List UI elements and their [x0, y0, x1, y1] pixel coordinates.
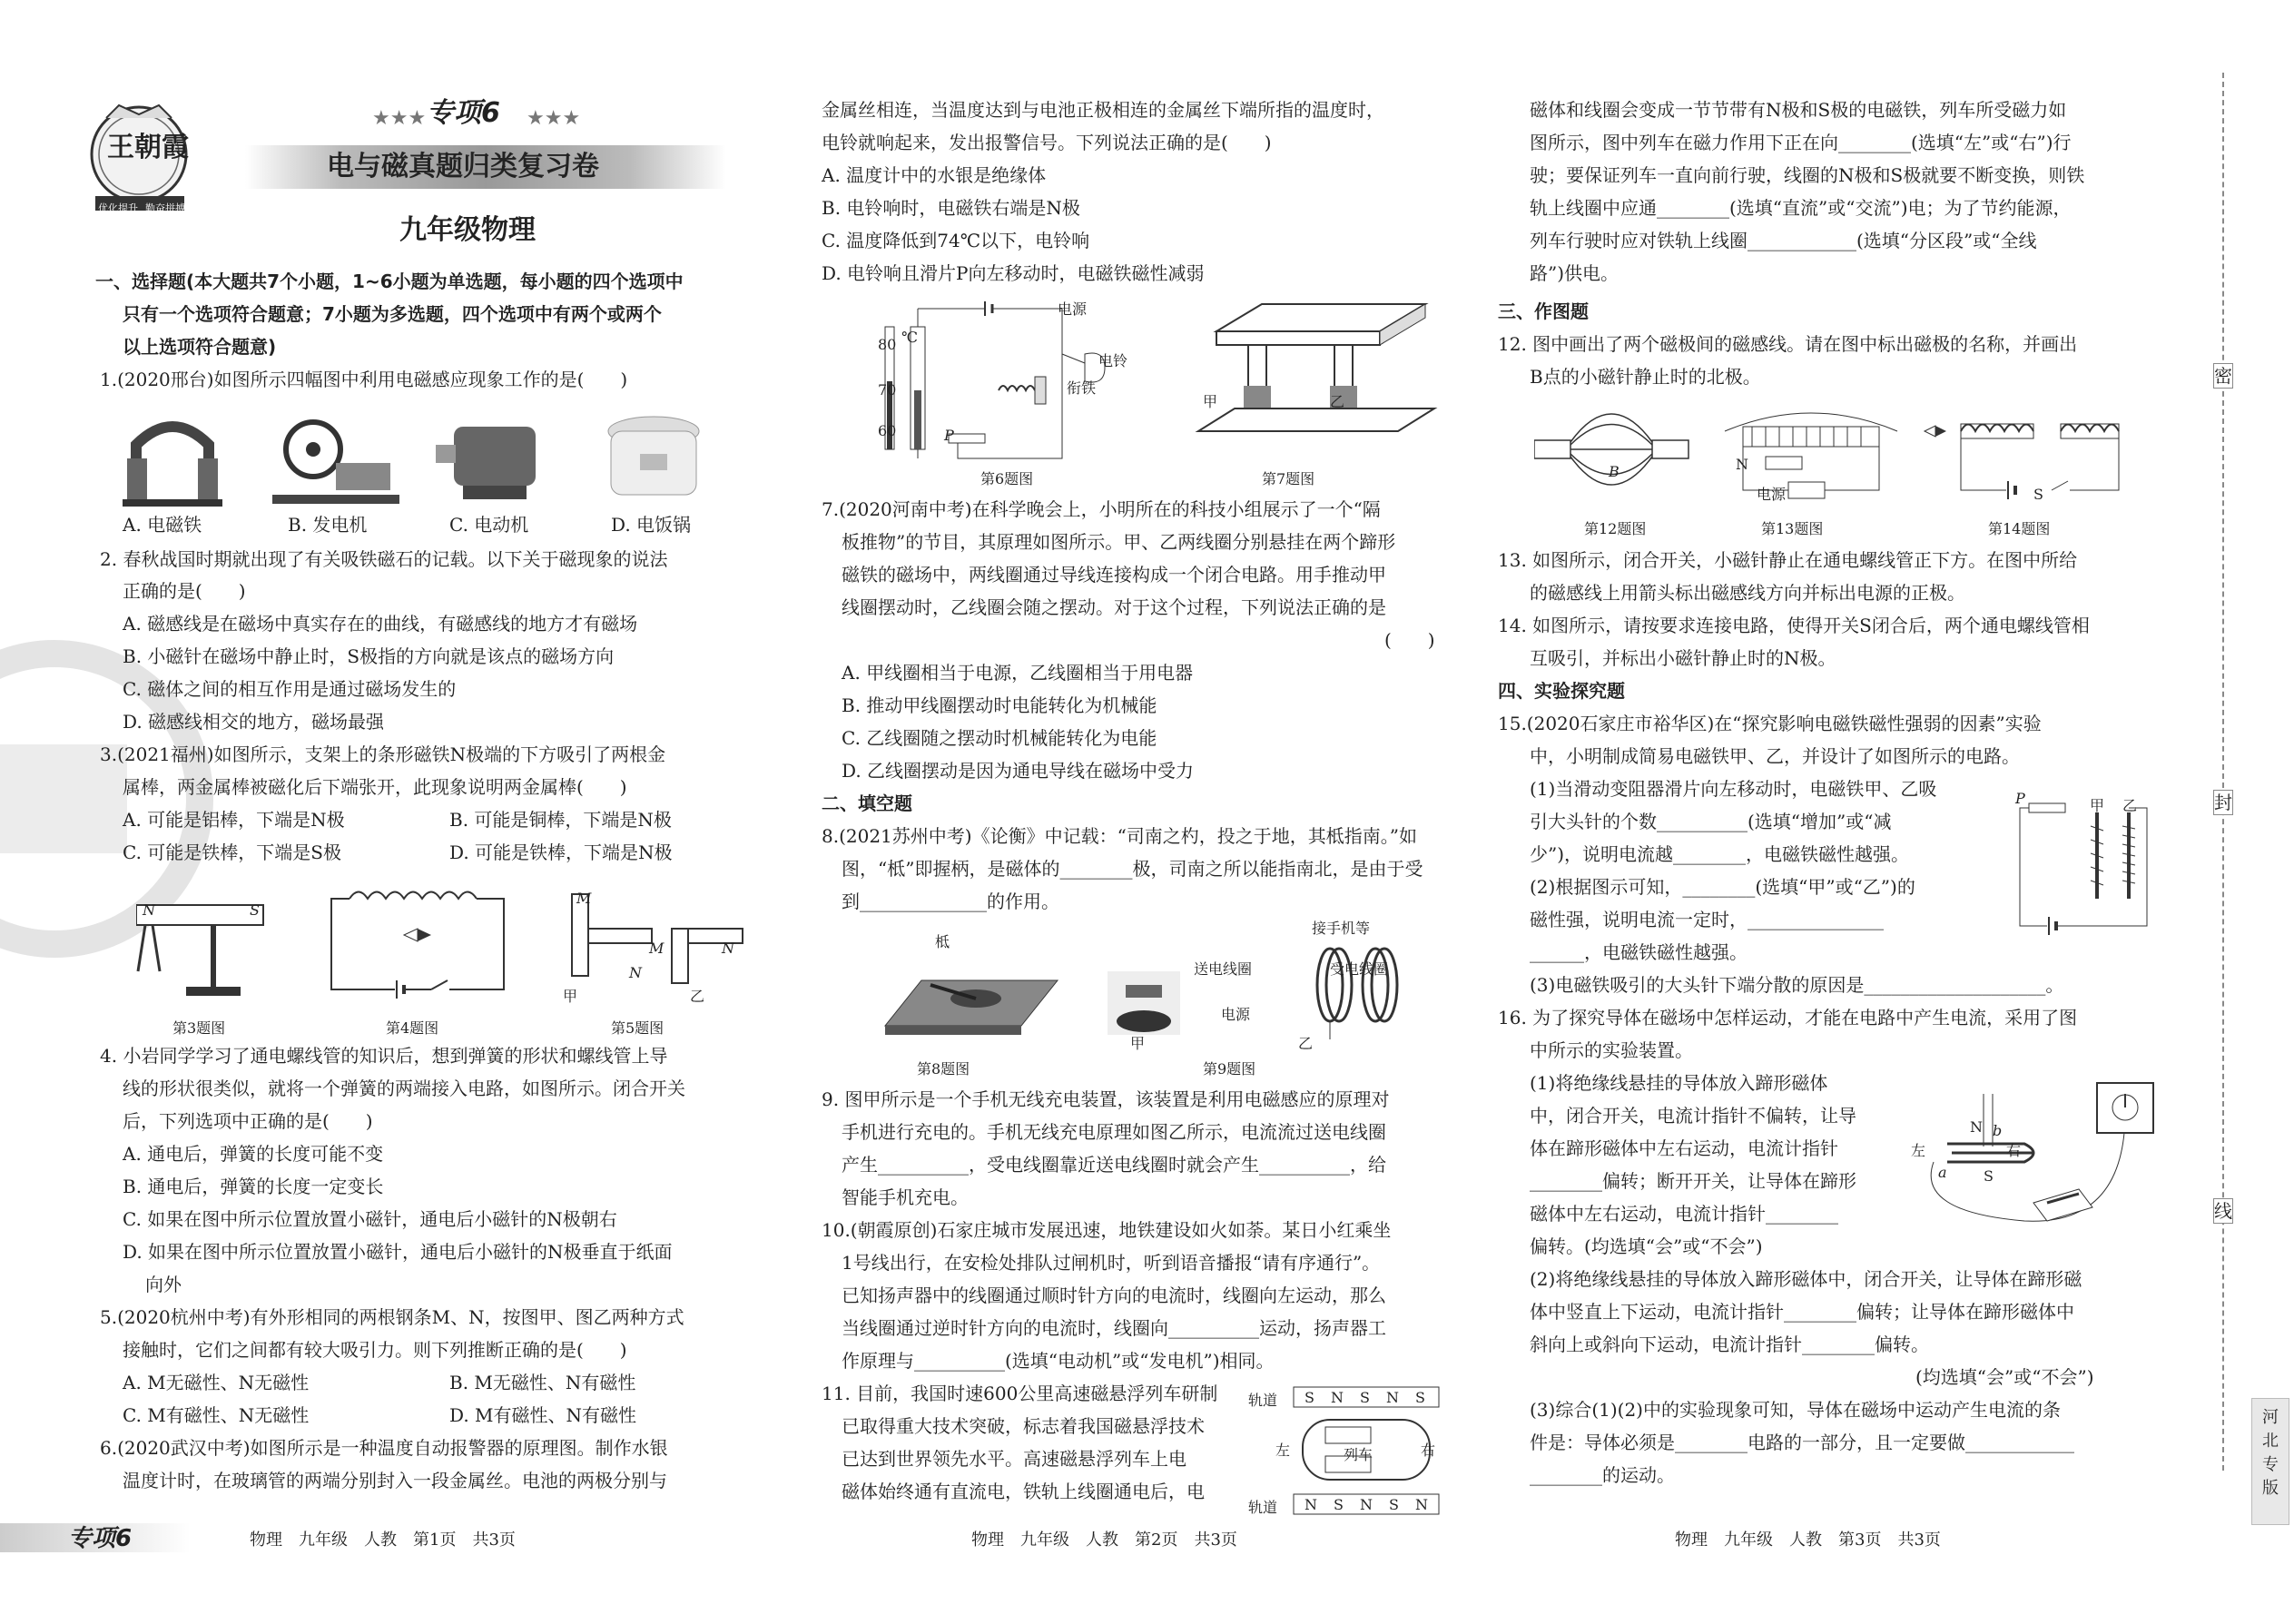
section1-heading-1: 一、选择题(本大题共7个小题，1~6小题为单选题，每小题的四个选项中: [95, 271, 684, 292]
column-2: [822, 0, 1475, 1624]
q7-option-a: A. 甲线圈相当于电源，乙线圈相当于用电器: [842, 662, 1194, 684]
fig11-left: 左: [1275, 1442, 1291, 1459]
q15-sub-5: 磁性强，说明电流一定时，_______________: [1530, 909, 1884, 930]
fig15-label-jia: 甲: [2090, 797, 2105, 814]
fig-67: [867, 300, 1448, 463]
fig11-right: 右: [1421, 1442, 1436, 1459]
fig4-caption: 第4题图: [386, 1019, 439, 1037]
q2-option-d: D. 磁感线相交的地方，磁场最强: [123, 711, 385, 733]
fig3-label-n: N: [143, 901, 155, 919]
q9-line-4: 智能手机充电。: [842, 1186, 969, 1208]
fig16-label-a: a: [1938, 1164, 1947, 1181]
q9-line-1: 9. 图甲所示是一个手机无线充电装置，该装置是利用电磁感应的原理对: [822, 1088, 1390, 1110]
seal-char-2: 封: [2214, 792, 2232, 813]
fig5-label-yi: 乙: [690, 988, 705, 1005]
fig3-label-s: S: [250, 901, 260, 919]
q2-stem-2: 正确的是( ): [123, 580, 246, 602]
q2-option-c: C. 磁体之间的相互作用是通过磁场发生的: [123, 678, 457, 700]
q16-sub-3: 体在蹄形磁体中左右运动，电流计指针: [1530, 1137, 1838, 1159]
q16-sub3-3: ________的运动。: [1530, 1464, 1675, 1486]
stars-right: ★★★: [527, 107, 581, 130]
q5-option-c: C. M有磁性、N无磁性: [123, 1404, 310, 1426]
brand-badge-right: 勤奋拼搏: [145, 202, 185, 214]
fig13-label-power: 电源: [1757, 486, 1787, 503]
q15-line-2: 中，小明制成简易电磁铁甲、乙，并设计了如图所示的电路。: [1530, 745, 2020, 767]
q6-stem-4: 电铃就响起来，发出报警信号。下列说法正确的是( ): [822, 132, 1272, 153]
q16-sub-4: ________偏转；断开开关，让导体在蹄形: [1530, 1170, 1856, 1192]
section1-heading-3: 以上选项符合题意): [123, 336, 277, 358]
q15-sub-3: 少”)，说明电流越________，电磁铁磁性越强。: [1530, 843, 1910, 865]
fig4-spring-circuit: [331, 892, 504, 999]
column-3: [1498, 0, 2161, 1624]
q1-option-b: B. 发电机: [288, 514, 368, 536]
q10-line-1: 10.(朝霞原创)石家庄城市发展迅速，地铁建设如火如荼。某日小红乘坐: [822, 1219, 1392, 1241]
q6-option-c: C. 温度降低到74℃以下，电铃响: [822, 230, 1090, 251]
fig15-label-p: P: [2015, 790, 2025, 807]
q6-option-d: D. 电铃响且滑片P向左移动时，电磁铁磁性减弱: [822, 262, 1205, 284]
fig11-track-top: 轨道: [1248, 1392, 1278, 1409]
q2-stem-1: 2. 春秋战国时期就出现了有关吸铁磁石的记载。以下关于磁现象的说法: [100, 548, 668, 570]
stars-left: ★★★: [372, 107, 427, 130]
fig6-unit: ℃: [901, 329, 918, 346]
q1-option-c: C. 电动机: [449, 514, 529, 536]
q15-sub-7: (3)电磁铁吸引的大头针下端分散的原因是____________________。: [1530, 974, 2064, 996]
q15-line-1: 15.(2020石家庄市裕华区)在“探究影响电磁铁磁性强弱的因素”实验: [1498, 713, 2042, 734]
q15-sub-1: (1)当滑动变阻器滑片向左移动时，电磁铁甲、乙吸: [1530, 778, 1937, 800]
fig14-label-s: S: [2033, 486, 2043, 503]
q9-line-2: 手机进行充电的。手机无线充电原理如图乙所示，电流流过送电线圈: [842, 1121, 1386, 1143]
fig5-label-m2: M: [649, 940, 665, 957]
q16-sub-8: 体中竖直上下运动，电流计指针________偏转；让导体在蹄形磁体中: [1530, 1301, 2074, 1323]
fig3-magnet-stand: [136, 905, 263, 996]
q7-option-d: D. 乙线圈摆动是因为通电导线在磁场中受力: [842, 760, 1195, 782]
q7-stem-3: 磁铁的磁场中，两线圈通过导线连接构成一个闭合电路。用手推动甲: [842, 564, 1386, 586]
q7-bracket: ( ): [1384, 629, 1435, 651]
fig5-label-n: N: [629, 964, 642, 981]
q2-option-a: A. 磁感线是在磁场中真实存在的曲线，有磁感线的地方才有磁场: [123, 613, 638, 635]
fig7-label-yi: 乙: [1330, 393, 1345, 410]
q5-option-d: D. M有磁性、N有磁性: [449, 1404, 637, 1426]
fig13-solenoid: [1725, 413, 1897, 498]
series-tag: 专项6: [427, 97, 500, 129]
edition-char-3: 专: [2262, 1455, 2279, 1474]
q10-line-2: 1号线出行，在安检处排队过闸机时，听到语音播报“请有序通行”。: [842, 1252, 1381, 1274]
q3-stem-1: 3.(2021福州)如图所示，支架上的条形磁铁N极端的下方吸引了两根金: [100, 743, 666, 765]
seal-char-1: 密: [2214, 365, 2232, 387]
q14-line-1: 14. 如图所示，请按要求连接电路，使得开关S闭合后，两个通电螺线管相: [1498, 615, 2090, 636]
q7-stem-1: 7.(2020河南中考)在科学晚会上，小明所在的科技小组展示了一个“隔: [822, 498, 1381, 520]
fig11-bottom-poles: NSNSN: [1305, 1496, 1444, 1513]
fig5-label-m: M: [576, 890, 592, 907]
fig6-iron-label: 衔铁: [1067, 379, 1097, 397]
fig7-caption: 第7题图: [1262, 470, 1315, 487]
fig12-label-b: B: [1609, 463, 1620, 480]
q3-option-c: C. 可能是铁棒，下端是S极: [123, 842, 342, 863]
q5-option-a: A. M无磁性、N无磁性: [123, 1372, 310, 1393]
q11b-line-6: 路”)供电。: [1530, 262, 1620, 284]
generator-figure: [272, 422, 399, 504]
column-1: [86, 0, 753, 1624]
edition-tab: [2251, 1398, 2289, 1525]
q16-sub-7: (2)将绝缘线悬挂的导体放入蹄形磁体中，闭合开关，让导体在蹄形磁: [1530, 1268, 2082, 1290]
q11-line-2: 已取得重大技术突破，标志着我国磁悬浮技术: [842, 1415, 1205, 1437]
q10-line-5: 作原理与__________(选填“电动机”或“发电机”)相同。: [842, 1350, 1275, 1372]
q11-line-4: 磁体始终通有直流电，铁轨上线圈通电后，电: [842, 1481, 1205, 1502]
q7-stem-2: 板推物”的节目，其原理如图所示。甲、乙两线圈分别悬挂在两个蹄形: [842, 531, 1396, 553]
fig14-caption: 第14题图: [1988, 520, 2051, 537]
fig9-label-jia: 甲: [1130, 1035, 1146, 1052]
fig12-caption: 第12题图: [1584, 520, 1647, 537]
q1-option-d: D. 电饭锅: [611, 514, 692, 536]
fig8-label-di: 柢: [935, 933, 950, 950]
q16-note: (均选填“会”或“不会”): [1915, 1366, 2094, 1388]
q4-option-a: A. 通电后，弹簧的长度可能不变: [123, 1143, 384, 1165]
fig6-tick-70: 70: [878, 381, 897, 399]
q3-option-d: D. 可能是铁棒，下端是N极: [449, 842, 673, 863]
q16-sub-1: (1)将绝缘线悬挂的导体放入蹄形磁体: [1530, 1072, 1828, 1094]
q4-option-d-cont: 向外: [145, 1274, 182, 1295]
q16-sub3-2: 件是：导体必须是________电路的一部分，且一定要做____________: [1530, 1432, 2074, 1453]
q11-line-3: 已达到世界领先水平。高速磁悬浮列车上电: [842, 1448, 1186, 1470]
motor-figure: [436, 427, 536, 499]
q4-stem-1: 4. 小岩同学学习了通电螺线管的知识后，想到弹簧的形状和螺线管上导: [100, 1045, 668, 1067]
section4-heading: 四、实验探究题: [1498, 680, 1625, 702]
fig7-label-jia: 甲: [1203, 393, 1218, 410]
fig-89: [876, 926, 1448, 1053]
fig11-train: 列车: [1344, 1446, 1373, 1463]
q7-stem-4: 线圈摆动时，乙线圈会随之摆动。对于这个过程，下列说法正确的是: [842, 596, 1386, 618]
fig16-label-n: N: [1970, 1118, 1983, 1136]
q9-line-3: 产生__________，受电线圈靠近送电线圈时就会产生__________，给: [842, 1154, 1386, 1176]
fig5-label-jia: 甲: [563, 988, 578, 1005]
q13-line-1: 13. 如图所示，闭合开关，小磁针静止在通电螺线管正下方。在图中所给: [1498, 549, 2078, 571]
q11b-line-4: 轨上线圈中应通________(选填“直流”或“交流”)电；为了节约能源，: [1530, 197, 2072, 219]
q2-option-b: B. 小磁针在磁场中静止时，S极指的方向就是该点的磁场方向: [123, 645, 615, 667]
rice-cooker-figure: [608, 417, 699, 495]
fig9-label-phone: 接手机等: [1312, 920, 1371, 937]
fig9-label-send: 送电线圈: [1194, 960, 1253, 978]
fig3-caption: 第3题图: [172, 1019, 226, 1037]
fig-121314: [1534, 404, 2151, 513]
q6-stem-1: 6.(2020武汉中考)如图所示是一种温度自动报警器的原理图。制作水银: [100, 1437, 668, 1459]
fig14-two-solenoids: [1925, 424, 2119, 499]
q16-sub-9: 斜向上或斜向下运动，电流计指针________偏转。: [1530, 1334, 1929, 1355]
q3-option-b: B. 可能是铜棒，下端是N极: [449, 809, 672, 831]
fig16-label-b: b: [1993, 1122, 2003, 1139]
q8-line-1: 8.(2021苏州中考)《论衡》中记载：“司南之杓，投之于地，其柢指南。”如: [822, 825, 1418, 847]
q12-line-2: B点的小磁针静止时的北极。: [1530, 366, 1761, 388]
q10-line-3: 已知扬声器中的线圈通过顺时针方向的电流时，线圈向左运动，那么: [842, 1284, 1386, 1306]
fig11-top-poles: SNSNS: [1305, 1389, 1442, 1406]
fig9-label-recv: 受电线圈: [1330, 960, 1389, 978]
q6-option-a: A. 温度计中的水银是绝缘体: [822, 164, 1047, 186]
fig9-charger-jia: [1108, 971, 1180, 1035]
q1-figures: [123, 408, 713, 513]
seal-char-3: 线: [2214, 1200, 2232, 1222]
fig16-induction-apparatus: [1897, 1076, 2161, 1235]
fig6-power-label: 电源: [1058, 300, 1088, 318]
q3-option-a: A. 可能是铝棒，下端是N极: [123, 809, 345, 831]
footer-tag: 专项6: [68, 1525, 133, 1552]
fig16-label-right: 右: [2006, 1142, 2022, 1159]
fig6-slider-p: P: [944, 427, 954, 444]
q15-sub-4: (2)根据图示可知，________(选填“甲”或“乙”)的: [1530, 876, 1915, 898]
fig16-label-s: S: [1984, 1167, 1994, 1185]
fig13-caption: 第13题图: [1761, 520, 1824, 537]
fig9-label-yi: 乙: [1298, 1035, 1314, 1052]
edition-char-1: 河: [2262, 1408, 2279, 1427]
q16-sub-2: 中，闭合开关，电流计指针不偏转，让导: [1530, 1105, 1856, 1127]
q4-option-c: C. 如果在图中所示位置放置小磁针，通电后小磁针的N极朝右: [123, 1208, 617, 1230]
q1-option-a: A. 电磁铁: [123, 514, 202, 536]
fig6-caption: 第6题图: [980, 470, 1034, 487]
q15-sub-2: 引大头针的个数__________(选填“增加”或“减: [1530, 811, 1892, 832]
edition-char-2: 北: [2262, 1432, 2279, 1451]
fig9-caption: 第9题图: [1203, 1060, 1256, 1078]
footer-page-3: 物理 九年级 人教 第3页 共3页: [1675, 1530, 1941, 1550]
q6-stem-2: 温度计时，在玻璃管的两端分别封入一段金属丝。电池的两极分别与: [123, 1470, 667, 1491]
section2-heading: 二、填空题: [822, 792, 912, 814]
q15-sub-6: ______，电磁铁磁性越强。: [1530, 941, 1748, 963]
fig9-label-source: 电源: [1221, 1006, 1251, 1023]
fig6-tick-60: 60: [878, 422, 897, 439]
q16-sub3-1: (3)综合(1)(2)中的实验现象可知，导体在磁场中运动产生电流的条: [1530, 1399, 2061, 1421]
q12-line-1: 12. 图中画出了两个磁极间的磁感线。请在图中标出磁极的名称，并画出: [1498, 333, 2078, 355]
electromagnet-figure: [123, 427, 222, 507]
q3-stem-2: 属棒，两金属棒被磁化后下端张开，此现象说明两金属棒( ): [123, 776, 627, 798]
fig5-label-n2: N: [722, 940, 734, 957]
brand-badge-left: 优化提升: [98, 202, 138, 214]
q1-stem: 1.(2020邢台)如图所示四幅图中利用电磁感应现象工作的是( ): [100, 369, 628, 390]
footer-page-1: 物理 九年级 人教 第1页 共3页: [250, 1530, 516, 1550]
q11b-line-1: 磁体和线圈会变成一节节带有N极和S极的电磁铁，列车所受磁力如: [1530, 99, 2067, 121]
q4-option-b: B. 通电后，弹簧的长度一定变长: [123, 1176, 384, 1197]
q16-line-1: 16. 为了探究导体在磁场中怎样运动，才能在电路中产生电流，采用了图: [1498, 1007, 2078, 1029]
q16-line-2: 中所示的实验装置。: [1530, 1039, 1693, 1061]
q16-sub-5: 磁体中左右运动，电流计指针________: [1530, 1203, 1838, 1225]
fig11-track-bottom: 轨道: [1248, 1499, 1278, 1516]
q8-line-2: 图，“柢”即握柄，是磁体的________极，司南之所以能指南北，是由于受: [842, 858, 1423, 880]
q11b-line-3: 驶；要保证列车一直向前行驶，线圈的N极和S极就要不断变换，则铁: [1530, 164, 2085, 186]
q8-line-3: 到______________的作用。: [842, 891, 1059, 912]
section1-heading-2: 只有一个选项符合题意；7小题为多选题，四个选项中有两个或两个: [123, 303, 662, 325]
q4-stem-3: 后，下列选项中正确的是( ): [123, 1110, 373, 1132]
grade-title: 九年级物理: [399, 214, 536, 246]
fig7-partition-board: [1198, 304, 1434, 431]
q16-sub-6: 偏转。(均选填“会”或“不会”): [1530, 1235, 1763, 1257]
q6-option-b: B. 电铃响时，电磁铁右端是N极: [822, 197, 1080, 219]
fig5-steel-bars: [572, 894, 743, 983]
seal-line: [2222, 73, 2224, 1471]
doc-title: 电与磁真题归类复习卷: [327, 151, 599, 182]
q4-stem-2: 线的形状很类似，就将一个弹簧的两端接入电路，如图所示。闭合开关: [123, 1078, 685, 1099]
q4-option-d: D. 如果在图中所示位置放置小磁针，通电后小磁针的N极垂直于纸面: [123, 1241, 673, 1263]
q11b-line-2: 图所示，图中列车在磁力作用下正在向________(选填“左”或“右”)行: [1530, 132, 2072, 153]
fig8-sinan-compass: [885, 980, 1058, 1035]
fig5-caption: 第5题图: [611, 1019, 665, 1037]
q11-line-1: 11. 目前，我国时速600公里高速磁悬浮列车研制: [822, 1383, 1218, 1404]
fig8-caption: 第8题图: [917, 1060, 970, 1078]
footer-page-2: 物理 九年级 人教 第2页 共3页: [971, 1530, 1237, 1550]
fig6-bell-label: 电铃: [1098, 352, 1128, 369]
brand-name: 王朝霞: [107, 132, 189, 163]
edition-char-4: 版: [2262, 1479, 2279, 1498]
fig15-label-yi: 乙: [2122, 797, 2138, 814]
fig13-label-n: N: [1736, 456, 1748, 473]
q11b-line-5: 列车行驶时应对铁轨上线圈____________(选填“分区段”或“全线: [1530, 230, 2037, 251]
q7-option-c: C. 乙线圈随之摆动时机械能转化为电能: [842, 727, 1157, 749]
q7-option-b: B. 推动甲线圈摆动时电能转化为机械能: [842, 694, 1157, 716]
fig6-tick-80: 80: [878, 336, 897, 353]
q6-stem-3: 金属丝相连，当温度达到与电池正极相连的金属丝下端所指的温度时，: [822, 99, 1384, 121]
section3-heading: 三、作图题: [1498, 300, 1589, 322]
q5-stem-1: 5.(2020杭州中考)有外形相同的两根钢条M、N，按图甲、图乙两种方式: [100, 1306, 684, 1328]
q5-stem-2: 接触时，它们之间都有较大吸引力。则下列推断正确的是( ): [123, 1339, 627, 1361]
q13-line-2: 的磁感线上用箭头标出磁感线方向并标出电源的正极。: [1530, 582, 1965, 604]
q14-line-2: 互吸引，并标出小磁针静止时的N极。: [1530, 647, 1836, 669]
q5-option-b: B. M无磁性、N有磁性: [449, 1372, 636, 1393]
fig16-label-left: 左: [1911, 1142, 1926, 1159]
q10-line-4: 当线圈通过逆时针方向的电流时，线圈向__________运动，扬声器工: [842, 1317, 1386, 1339]
